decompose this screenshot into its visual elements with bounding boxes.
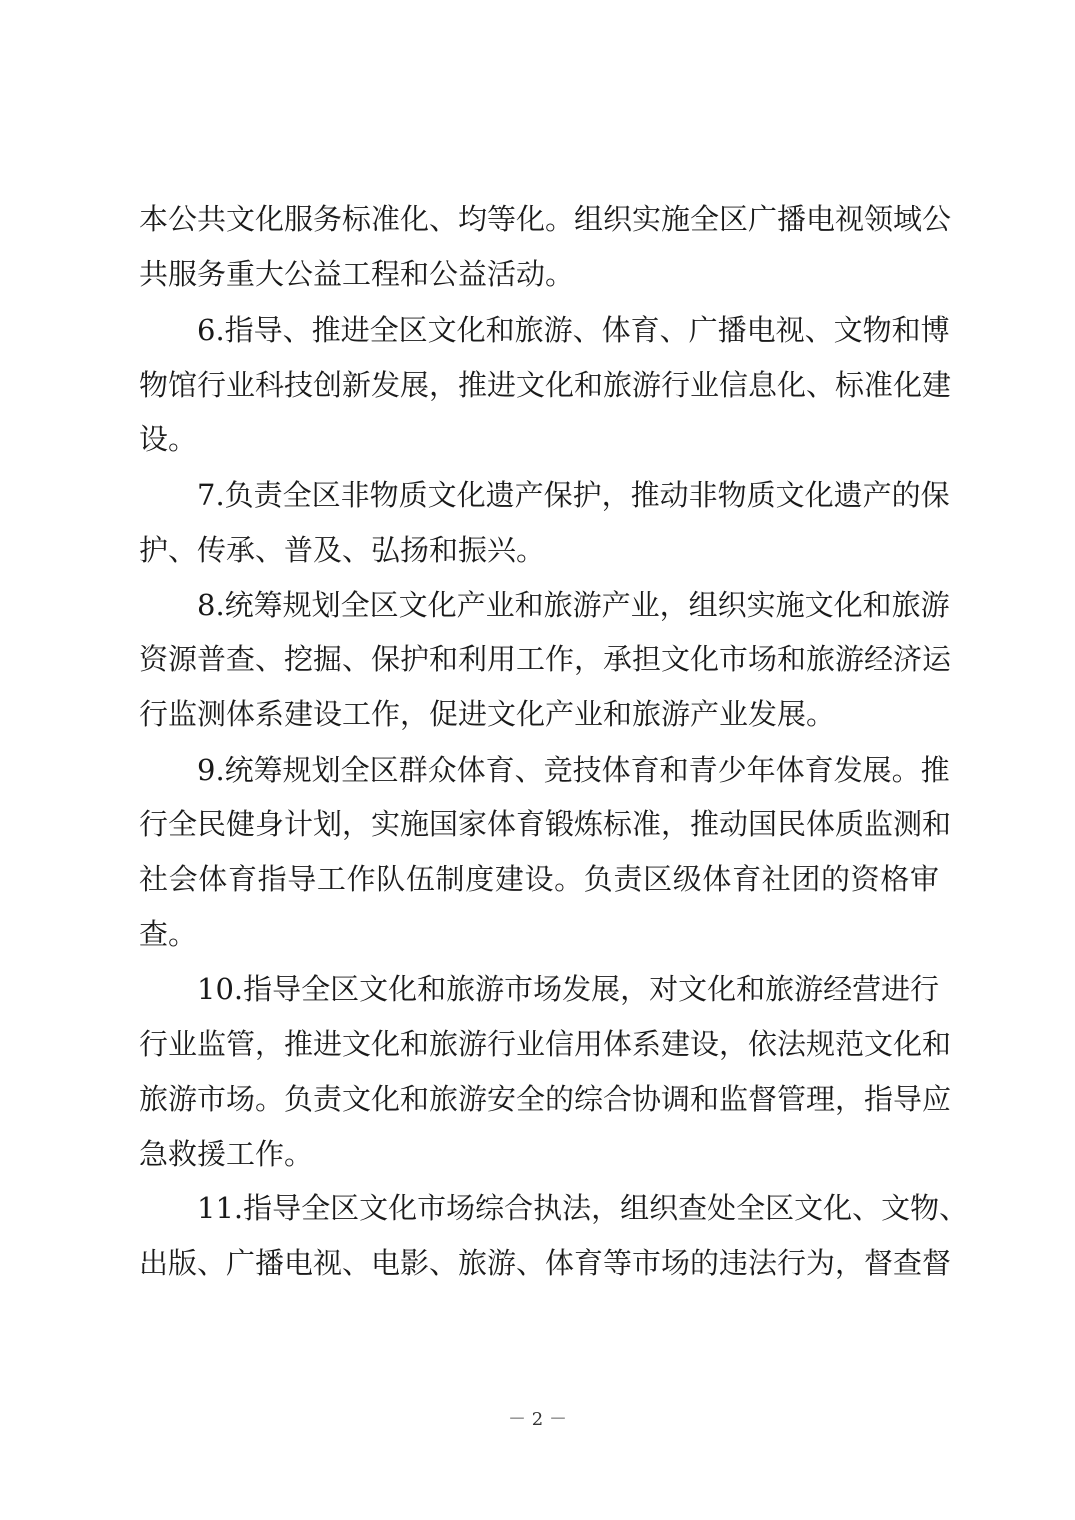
- body-text-line: 社会体育指导工作队伍制度建设。负责区级体育社团的资格审: [139, 862, 939, 896]
- body-text-line: 本公共文化服务标准化、均等化。组织实施全区广播电视领域公: [139, 202, 952, 236]
- body-text-line: 设。: [139, 422, 198, 456]
- body-text-line: 护、传承、普及、弘扬和振兴。: [139, 533, 546, 567]
- paragraph-9-start: 9.统筹规划全区群众体育、竞技体育和青少年体育发展。推: [197, 753, 950, 787]
- body-text-line: 急救援工作。: [139, 1137, 314, 1171]
- paragraph-6-start: 6.指导、推进全区文化和旅游、体育、广播电视、文物和博: [197, 313, 950, 347]
- page-number: － 2 －: [508, 1409, 567, 1430]
- body-text-line: 出版、广播电视、电影、旅游、体育等市场的违法行为，督查督: [139, 1246, 952, 1280]
- paragraph-8-start: 8.统筹规划全区文化产业和旅游产业，组织实施文化和旅游: [197, 588, 950, 622]
- body-text-line: 旅游市场。负责文化和旅游安全的综合协调和监督管理，指导应: [139, 1082, 952, 1116]
- paragraph-10-start: 10.指导全区文化和旅游市场发展，对文化和旅游经营进行: [197, 972, 940, 1006]
- body-text-line: 物馆行业科技创新发展，推进文化和旅游行业信息化、标准化建: [139, 368, 952, 402]
- body-text-line: 资源普查、挖掘、保护和利用工作，承担文化市场和旅游经济运: [139, 642, 952, 676]
- body-text-line: 行业监管，推进文化和旅游行业信用体系建设，依法规范文化和: [139, 1027, 952, 1061]
- paragraph-11-start: 11.指导全区文化市场综合执法，组织查处全区文化、文物、: [197, 1191, 969, 1225]
- body-text-line: 行监测体系建设工作，促进文化产业和旅游产业发展。: [139, 697, 836, 731]
- body-text-line: 查。: [139, 917, 198, 951]
- paragraph-7-start: 7.负责全区非物质文化遗产保护，推动非物质文化遗产的保: [197, 478, 950, 512]
- body-text-line: 行全民健身计划，实施国家体育锻炼标准，推动国民体质监测和: [139, 807, 952, 841]
- body-text-line: 共服务重大公益工程和公益活动。: [139, 257, 575, 291]
